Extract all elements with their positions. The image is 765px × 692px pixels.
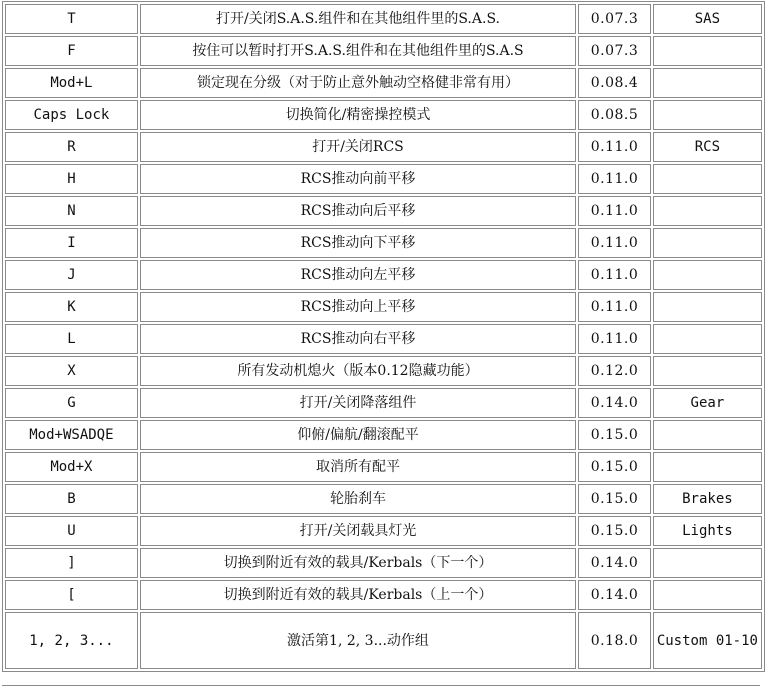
key-cell: [ — [5, 580, 138, 610]
table-row — [5, 452, 762, 482]
action-group-cell — [653, 228, 762, 258]
table-row — [5, 36, 762, 66]
function-cell: 切换简化/精密操控模式 — [140, 100, 576, 130]
keybindings-table — [2, 1, 765, 672]
key-cell: R — [5, 132, 138, 162]
table-row — [5, 196, 762, 226]
action-group-cell — [653, 196, 762, 226]
function-cell: 锁定现在分级（对于防止意外触动空格健非常有用） — [140, 68, 576, 98]
action-group-cell: Lights — [653, 516, 762, 546]
key-cell: T — [5, 4, 138, 34]
table-row — [5, 356, 762, 386]
key-cell: K — [5, 292, 138, 322]
version-cell: 0.08.4 — [578, 68, 651, 98]
version-cell: 0.11.0 — [578, 228, 651, 258]
table-row — [5, 420, 762, 450]
function-cell: 仰俯/偏航/翻滚配平 — [140, 420, 576, 450]
table-row — [5, 100, 762, 130]
table-bottom-rule — [2, 685, 760, 686]
action-group-cell — [653, 68, 762, 98]
function-cell: 取消所有配平 — [140, 452, 576, 482]
version-cell: 0.11.0 — [578, 292, 651, 322]
function-cell: RCS推动向上平移 — [140, 292, 576, 322]
table-row — [5, 388, 762, 418]
key-cell: J — [5, 260, 138, 290]
key-cell: 1, 2, 3... — [5, 612, 138, 669]
key-cell: Mod+WSADQE — [5, 420, 138, 450]
action-group-cell: SAS — [653, 4, 762, 34]
table-row — [5, 548, 762, 578]
function-cell: 轮胎刹车 — [140, 484, 576, 514]
table-row — [5, 4, 762, 34]
function-cell: RCS推动向左平移 — [140, 260, 576, 290]
version-cell: 0.07.3 — [578, 36, 651, 66]
key-cell: U — [5, 516, 138, 546]
version-cell: 0.08.5 — [578, 100, 651, 130]
version-cell: 0.11.0 — [578, 164, 651, 194]
version-cell: 0.18.0 — [578, 612, 651, 669]
action-group-cell — [653, 356, 762, 386]
table-row — [5, 516, 762, 546]
key-cell: B — [5, 484, 138, 514]
function-cell: RCS推动向后平移 — [140, 196, 576, 226]
key-cell: Caps Lock — [5, 100, 138, 130]
version-cell: 0.11.0 — [578, 260, 651, 290]
version-cell: 0.12.0 — [578, 356, 651, 386]
action-group-cell: Gear — [653, 388, 762, 418]
version-cell: 0.15.0 — [578, 516, 651, 546]
function-cell: 切换到附近有效的载具/Kerbals（下一个） — [140, 548, 576, 578]
function-cell: 打开/关闭载具灯光 — [140, 516, 576, 546]
table-row — [5, 612, 762, 669]
action-group-cell: RCS — [653, 132, 762, 162]
action-group-cell — [653, 164, 762, 194]
action-group-cell — [653, 292, 762, 322]
key-cell: X — [5, 356, 138, 386]
function-cell: RCS推动向右平移 — [140, 324, 576, 354]
table-row — [5, 324, 762, 354]
key-cell: Mod+X — [5, 452, 138, 482]
function-cell: 打开/关闭降落组件 — [140, 388, 576, 418]
version-cell: 0.07.3 — [578, 4, 651, 34]
version-cell: 0.15.0 — [578, 484, 651, 514]
table-row — [5, 484, 762, 514]
version-cell: 0.15.0 — [578, 452, 651, 482]
key-cell: H — [5, 164, 138, 194]
table-row — [5, 580, 762, 610]
version-cell: 0.14.0 — [578, 580, 651, 610]
table-row — [5, 292, 762, 322]
version-cell: 0.14.0 — [578, 548, 651, 578]
function-cell: 所有发动机熄火（版本0.12隐藏功能） — [140, 356, 576, 386]
key-cell: I — [5, 228, 138, 258]
action-group-cell: Custom 01-10 — [653, 612, 762, 669]
key-cell: G — [5, 388, 138, 418]
action-group-cell — [653, 452, 762, 482]
version-cell: 0.15.0 — [578, 420, 651, 450]
key-cell: F — [5, 36, 138, 66]
key-cell: Mod+L — [5, 68, 138, 98]
action-group-cell — [653, 548, 762, 578]
action-group-cell — [653, 324, 762, 354]
action-group-cell — [653, 580, 762, 610]
action-group-cell — [653, 36, 762, 66]
action-group-cell — [653, 420, 762, 450]
function-cell: RCS推动向前平移 — [140, 164, 576, 194]
table-row — [5, 68, 762, 98]
version-cell: 0.11.0 — [578, 132, 651, 162]
function-cell: 激活第1, 2, 3...动作组 — [140, 612, 576, 669]
function-cell: 按住可以暂时打开S.A.S.组件和在其他组件里的S.A.S — [140, 36, 576, 66]
version-cell: 0.14.0 — [578, 388, 651, 418]
version-cell: 0.11.0 — [578, 324, 651, 354]
function-cell: 打开/关闭S.A.S.组件和在其他组件里的S.A.S. — [140, 4, 576, 34]
action-group-cell — [653, 260, 762, 290]
function-cell: RCS推动向下平移 — [140, 228, 576, 258]
function-cell: 打开/关闭RCS — [140, 132, 576, 162]
action-group-cell — [653, 100, 762, 130]
table-row — [5, 260, 762, 290]
key-cell: N — [5, 196, 138, 226]
key-cell: ] — [5, 548, 138, 578]
action-group-cell: Brakes — [653, 484, 762, 514]
table-row — [5, 228, 762, 258]
function-cell: 切换到附近有效的载具/Kerbals（上一个） — [140, 580, 576, 610]
version-cell: 0.11.0 — [578, 196, 651, 226]
table-row — [5, 132, 762, 162]
table-row — [5, 164, 762, 194]
key-cell: L — [5, 324, 138, 354]
